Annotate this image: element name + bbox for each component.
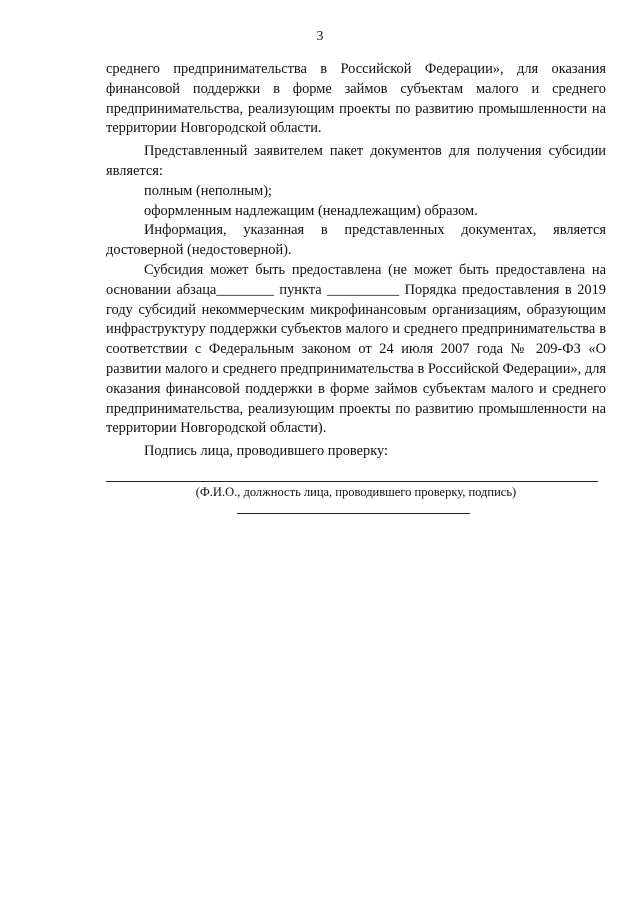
signature-line [106,481,598,482]
option-formatted: оформленным надлежащим (ненадлежащим) образом. [144,202,478,219]
paragraph-information-validity: Информация, указанная в представленных документах, является достоверной (недостоверной). [106,222,606,259]
signature-caption: (Ф.И.О., должность лица, проводившего проверку, подпись) [195,485,517,499]
closing-line [237,513,470,514]
document-body [106,60,606,462]
paragraph-continuation: среднего предпринимательства в Российской Федерации», для оказания финансовой поддержки в форме займов субъектам малого и среднего предпринимательства, реализующим проекты по развитию промышленности на территории Новгородской области. [106,61,606,137]
page-number: 3 [316,28,324,43]
paragraph-documents-package: Представленный заявителем пакет документов для получения субсидии является: [106,143,606,179]
option-complete: полным (неполным); [144,182,272,199]
signature-label: Подпись лица, проводившего проверку: [144,443,388,460]
paragraph-subsidy-decision: Субсидия может быть предоставлена (не может быть предоставлена на основании абзаца________ пункта __________ Порядка предоставления в 2019 году субсидий некоммерческим микрофинансовым организациям, образующим инфраструктуру поддержки субъектов малого и среднего предпринимательства в соответствии с Федеральным законом от 24 июля 2007 года № 209-ФЗ «О развитии малого и среднего предпринимательства в Российской Федерации», для оказания финансовой поддержки в форме займов субъектам малого и среднего предпринимательства, реализующим проекты по развитию промышленности на территории Новгородской области). [106,261,606,437]
